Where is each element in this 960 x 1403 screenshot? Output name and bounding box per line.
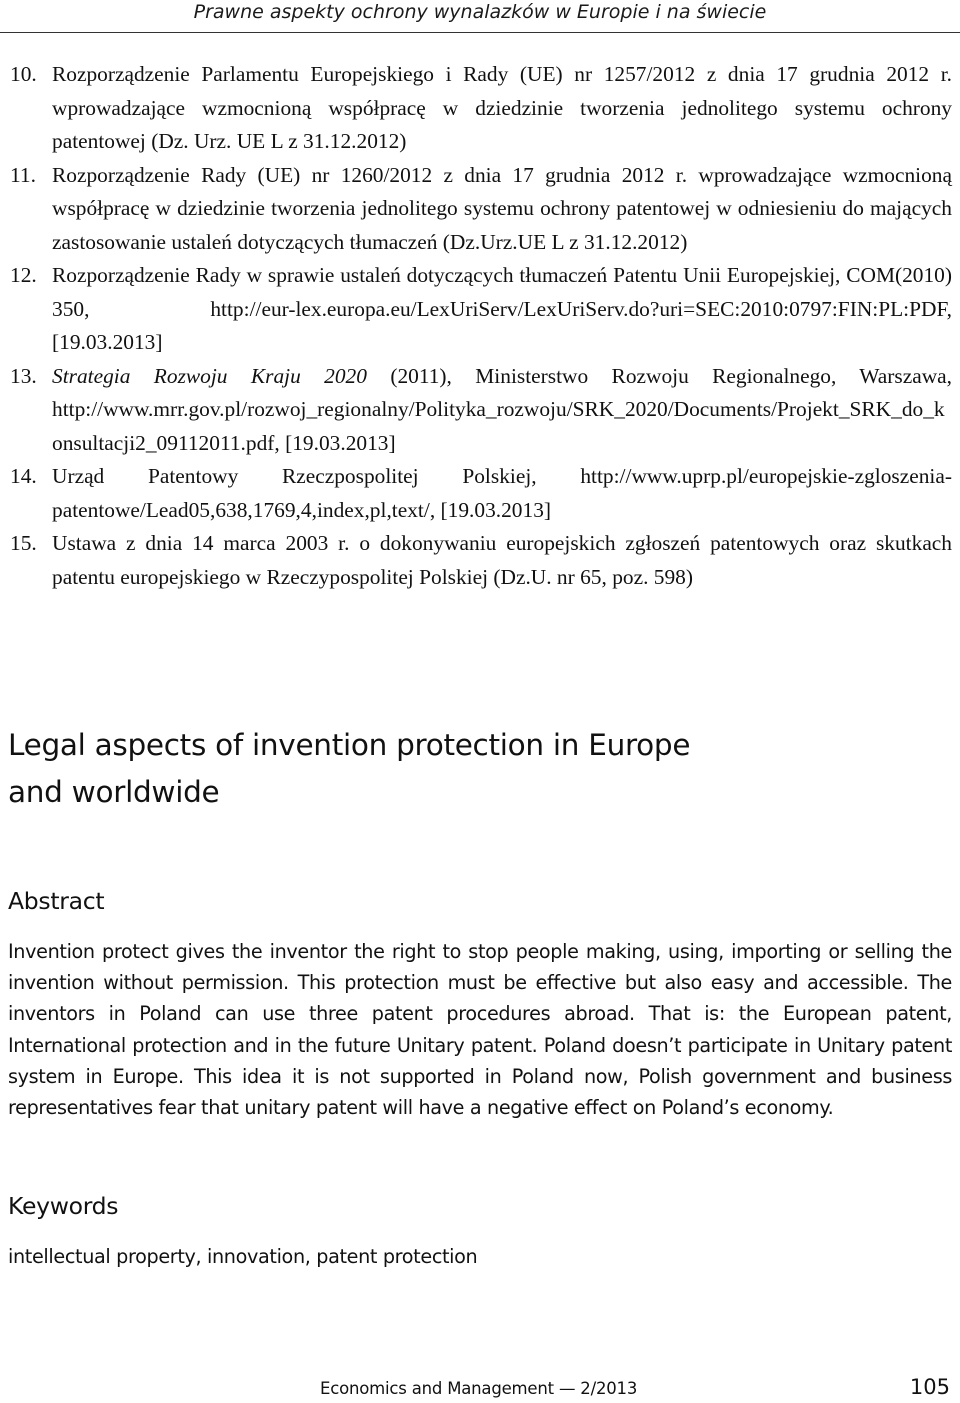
reference-item [10, 259, 952, 360]
header-divider [0, 32, 960, 33]
reference-number: 15. [10, 531, 37, 555]
reference-item [10, 360, 952, 461]
running-header: Prawne aspekty ochrony wynalazków w Europie i na świecie [193, 1, 767, 23]
keywords-body: intellectual property, innovation, patent protection [8, 1245, 478, 1268]
reference-number: 13. [10, 363, 37, 388]
reference-item [10, 159, 952, 260]
reference-text: Urząd Patentowy Rzeczpospolitej Polskiej, http://www.uprp.pl/europejskie-zgloszenia-patentowe/Lead05,638,1769,4,index,pl,text/, [19.03.2013] [52, 464, 952, 522]
reference-text [52, 360, 952, 461]
reference-item [10, 460, 952, 527]
reference-text: Rozporządzenie Parlamentu Europejskiego i Rady (UE) nr 1257/2012 z dnia 17 grudnia 2012 r. wprowadzające wzmocnioną współpracę w dziedzinie tworzenia jednolitego systemu ochrony patentowej (Dz. Urz. UE L z 31.12.2012) [52, 62, 952, 153]
reference-number: 14. [10, 464, 37, 488]
reference-italic-title: Strategia Rozwoju Kraju 2020 [52, 363, 367, 388]
reference-text-rest: (2011), Ministerstwo Rozwoju Regionalnego, Warszawa, http://www.mrr.gov.pl/rozwoj_regionalny/Polityka_rozwoju/SRK_2020/Documents/Projekt_SRK_do_konsultacji2_09112011.pdf, [19.03.2013] [52, 363, 952, 455]
reference-number: 11. [10, 162, 36, 187]
english-title-line2: and worldwide [8, 775, 220, 809]
english-title [8, 722, 938, 816]
reference-item [10, 527, 952, 594]
reference-list [10, 58, 952, 594]
reference-number: 12. [10, 263, 37, 287]
footer-journal: Economics and Management — 2/2013 [320, 1379, 638, 1398]
keywords-heading: Keywords [8, 1192, 119, 1220]
page-number: 105 [909, 1375, 950, 1399]
abstract-body: Invention protect gives the inventor the right to stop people making, using, importing or selling the invention without permission. This protection must be effective but also easy and accessible. The inventors in Poland can use three patent procedures abroad. That is: the European patent, International protection and in the future Unitary patent. Poland doesn’t participate in Unitary patent system in Europe. This idea it is not supported in Poland now, Polish government and business representatives fear that unitary patent will have a negative effect on Poland’s economy. [8, 940, 952, 1120]
reference-text: Rozporządzenie Rady (UE) nr 1260/2012 z dnia 17 grudnia 2012 r. wprowadzające wzmocnioną współpracę w dziedzinie tworzenia jednolitego systemu ochrony patentowej w odniesieniu do mających zastosowanie ustaleń dotyczących tłumaczeń (Dz.Urz.UE L z 31.12.2012) [52, 162, 952, 254]
reference-item [10, 58, 952, 159]
reference-text: Rozporządzenie Rady w sprawie ustaleń dotyczących tłumaczeń Patentu Unii Europejskiej, COM(2010) 350, http://eur-lex.europa.eu/LexUriServ/LexUriServ.do?uri=SEC:2010:0797:FIN:PL:PDF, [19.03.2013] [52, 263, 952, 354]
abstract-heading: Abstract [8, 887, 105, 915]
english-title-line1: Legal aspects of invention protection in Europe [8, 728, 691, 762]
reference-number: 10. [10, 62, 37, 86]
reference-text: Ustawa z dnia 14 marca 2003 r. o dokonywaniu europejskich zgłoszeń patentowych oraz skutkach patentu europejskiego w Rzeczypospolitej Polskiej (Dz.U. nr 65, poz. 598) [52, 531, 952, 589]
